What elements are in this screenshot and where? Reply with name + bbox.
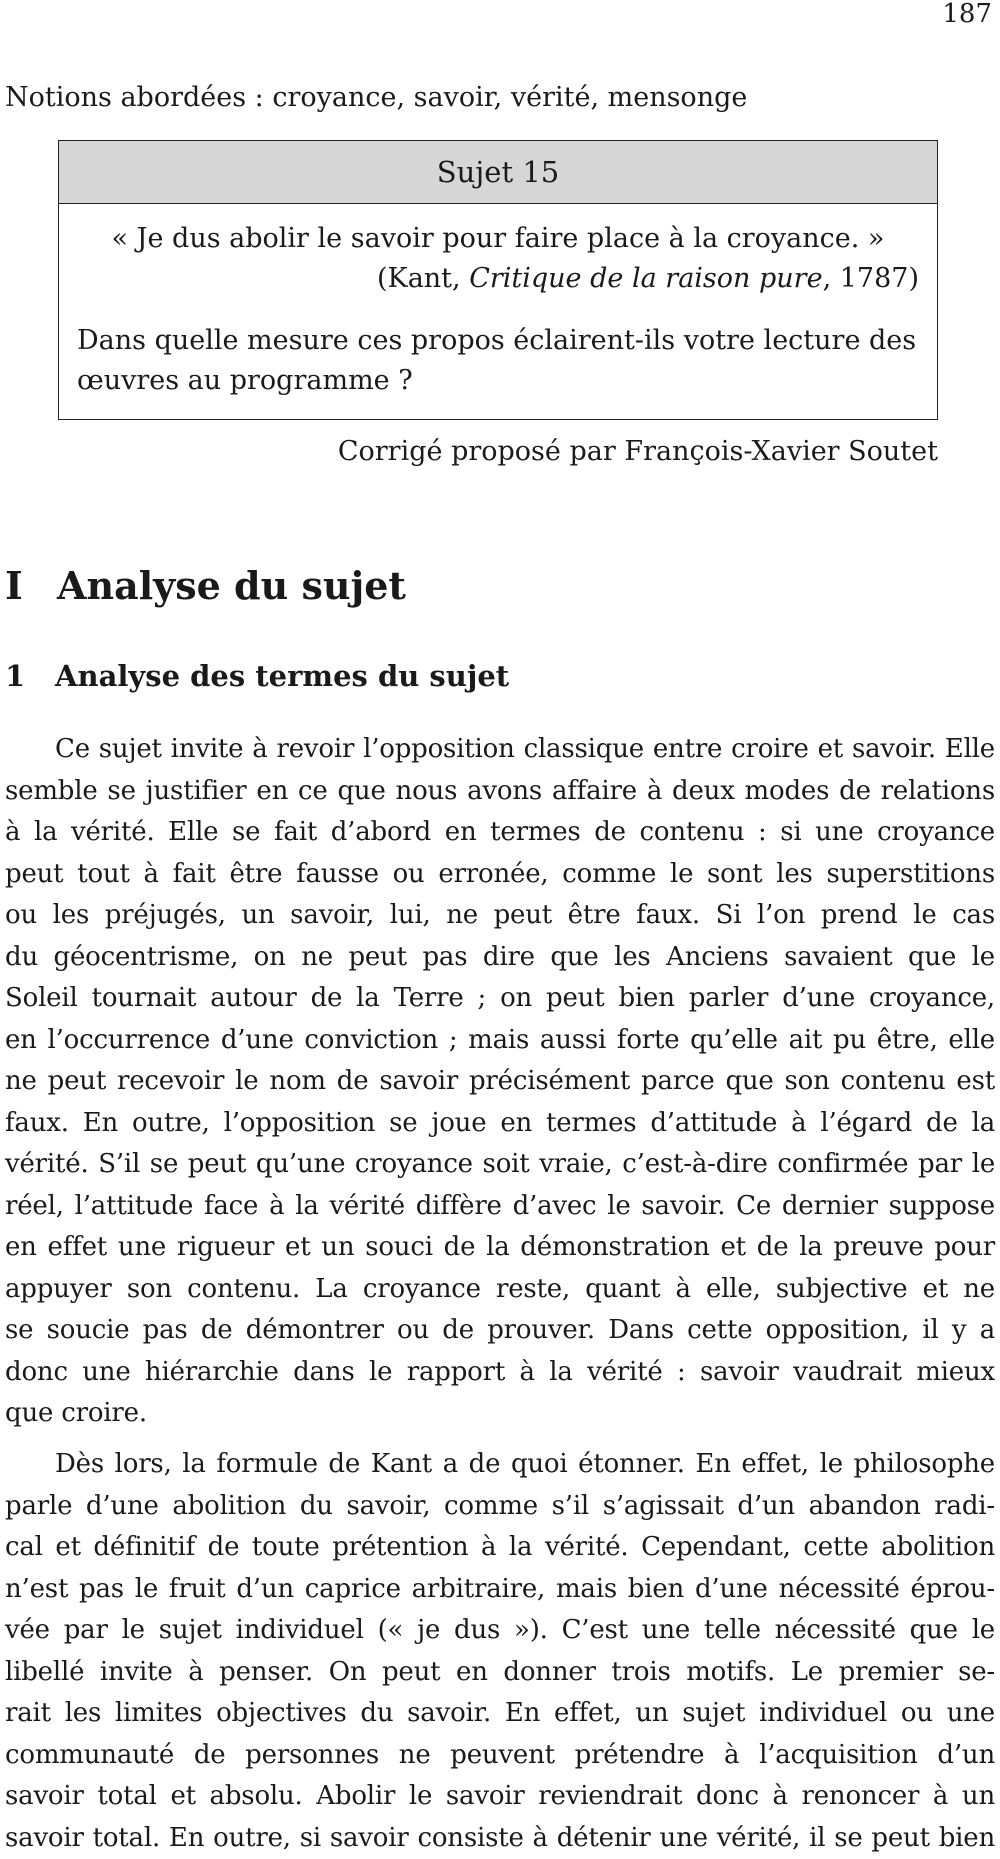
text-line: Dès lors, la formule de Kant a de quoi étonner. En effet, le philosophe xyxy=(5,1444,995,1486)
subsection-heading xyxy=(5,656,509,696)
subsection-number: 1 xyxy=(5,656,55,696)
section-number: I xyxy=(5,562,57,610)
text-line: n’est pas le fruit d’un caprice arbitraire, mais bien d’une nécessité éprou- xyxy=(5,1569,995,1611)
text-line: vée par le sujet individuel (« je dus »). C’est une telle nécessité que le xyxy=(5,1610,995,1652)
page-number: 187 xyxy=(942,0,992,30)
text-line: cal et définitif de toute prétention à la vérité. Cependant, cette abolition xyxy=(5,1527,995,1569)
subject-quote: « Je dus abolir le savoir pour faire place à la croyance. » xyxy=(59,221,937,257)
text-line: savoir total. En outre, si savoir consiste à détenir une vérité, il se peut bien xyxy=(5,1818,995,1859)
subsection-title: Analyse des termes du sujet xyxy=(55,659,509,693)
text-line: en l’occurrence d’une conviction ; mais aussi forte qu’elle ait pu être, elle xyxy=(5,1020,995,1062)
text-line: du géocentrisme, on ne peut pas dire que les Anciens savaient que le xyxy=(5,937,995,979)
section-heading xyxy=(5,562,406,610)
subject-question: Dans quelle mesure ces propos éclairent-ils votre lecture des œuvres au programme ? xyxy=(77,321,919,401)
text-line: libellé invite à penser. On peut en donner trois motifs. Le premier se- xyxy=(5,1652,995,1694)
text-line: à la vérité. Elle se fait d’abord en termes de contenu : si une croyance xyxy=(5,812,995,854)
paragraph-2 xyxy=(5,1444,995,1859)
paragraph-1 xyxy=(5,729,995,1435)
text-line: communauté de personnes ne peuvent prétendre à l’acquisition d’un xyxy=(5,1735,995,1777)
text-line: parle d’une abolition du savoir, comme s’il s’agissait d’un abandon radi- xyxy=(5,1486,995,1528)
text-line: ou les préjugés, un savoir, lui, ne peut être faux. Si l’on prend le cas xyxy=(5,895,995,937)
credit-line: Corrigé proposé par François-Xavier Soutet xyxy=(338,434,938,470)
subject-box xyxy=(58,140,938,420)
text-line: peut tout à fait être fausse ou erronée, comme le sont les superstitions xyxy=(5,854,995,896)
section-title: Analyse du sujet xyxy=(57,563,406,608)
source-suffix: , 1787) xyxy=(823,263,919,294)
quote-source xyxy=(377,261,919,297)
text-line: Soleil tournait autour de la Terre ; on peut bien parler d’une croyance, xyxy=(5,978,995,1020)
text-line: vérité. S’il se peut qu’une croyance soit vraie, c’est-à-dire confirmée par le xyxy=(5,1144,995,1186)
text-line: savoir total et absolu. Abolir le savoir reviendrait donc à renoncer à un xyxy=(5,1776,995,1818)
text-line: donc une hiérarchie dans le rapport à la vérité : savoir vaudrait mieux xyxy=(5,1352,995,1394)
text-line: Ce sujet invite à revoir l’opposition classique entre croire et savoir. Elle xyxy=(5,729,995,771)
text-line: ne peut recevoir le nom de savoir précisément parce que son contenu est xyxy=(5,1061,995,1103)
text-line: se soucie pas de démontrer ou de prouver. Dans cette opposition, il y a xyxy=(5,1310,995,1352)
text-line: rait les limites objectives du savoir. En effet, un sujet individuel ou une xyxy=(5,1693,995,1735)
text-line: réel, l’attitude face à la vérité diffère d’avec le savoir. Ce dernier suppose xyxy=(5,1186,995,1228)
source-work: Critique de la raison pure xyxy=(469,263,822,294)
subject-title: Sujet 15 xyxy=(59,141,937,204)
text-line: en effet une rigueur et un souci de la démonstration et de la preuve pour xyxy=(5,1227,995,1269)
notions-line: Notions abordées : croyance, savoir, vérité, mensonge xyxy=(5,80,747,116)
text-line: que croire. xyxy=(5,1393,995,1435)
text-line: semble se justifier en ce que nous avons affaire à deux modes de relations xyxy=(5,771,995,813)
text-line: appuyer son contenu. La croyance reste, quant à elle, subjective et ne xyxy=(5,1269,995,1311)
text-line: faux. En outre, l’opposition se joue en termes d’attitude à l’égard de la xyxy=(5,1103,995,1145)
source-prefix: (Kant, xyxy=(377,263,469,294)
